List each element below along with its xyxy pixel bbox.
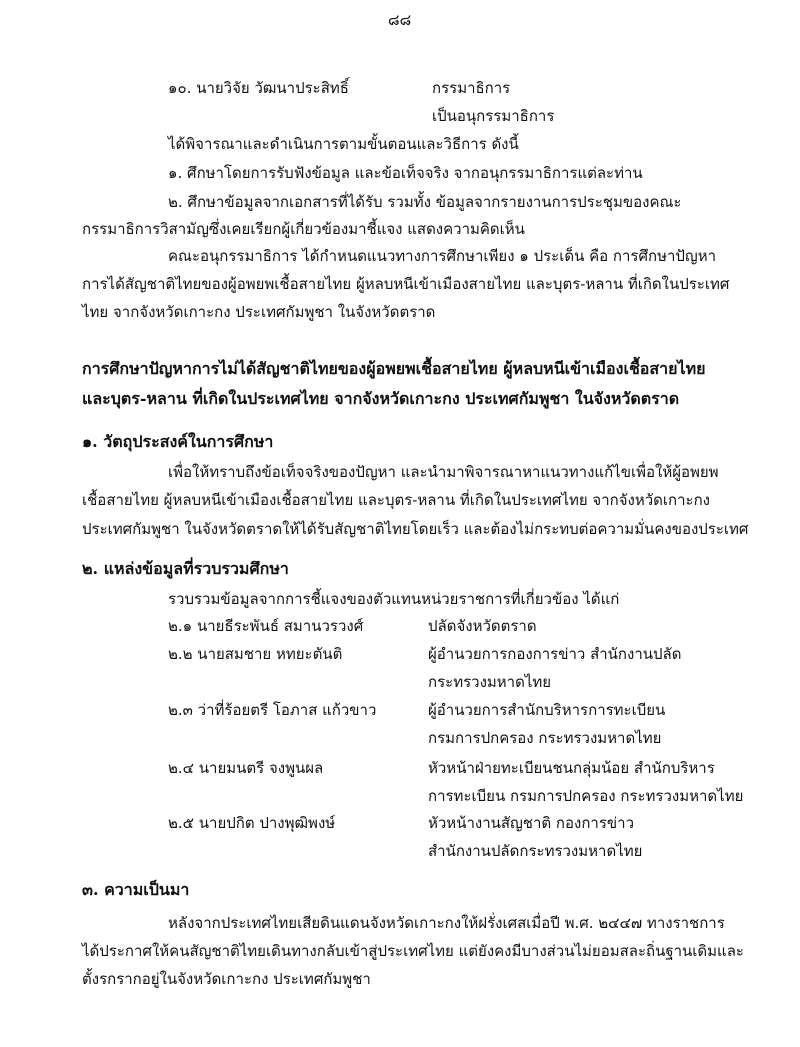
intro-line-5: คณะอนุกรรมาธิการ ได้กำหนดแนวทางการศึกษาเพียง ๑ ประเด็น คือ การศึกษาปัญหา — [168, 247, 716, 265]
official-name: ๒.๕ นายปกิต ปางพุฒิพงษ์ — [168, 814, 336, 832]
main-title-line-1: การศึกษาปัญหาการไม่ได้สัญชาติไทยของผู้อพยพเชื้อสายไทย ผู้หลบหนีเข้าเมืองเชื้อสายไทย — [82, 359, 706, 378]
section-3-line-2: ได้ประกาศให้คนสัญชาติไทยเดินทางกลับเข้าสู่ประเทศไทย แต่ยังคงมีบางส่วนไม่ยอมสละถิ่นฐานเดิมและ — [82, 942, 744, 960]
official-position: การทะเบียน กรมการปกครอง กระทรวงมหาดไทย — [428, 787, 744, 805]
official-position: หัวหน้าฝ่ายทะเบียนชนกลุ่มน้อย สำนักบริหาร — [428, 759, 715, 777]
section-2-intro: รวบรวมข้อมูลจากการชี้แจงของตัวแทนหน่วยราชการที่เกี่ยวข้อง ได้แก่ — [168, 590, 620, 608]
section-3-line-1: หลังจากประเทศไทยเสียดินแดนจังหวัดเกาะกงให้ฝรั่งเศสเมื่อปี พ.ศ. ๒๔๔๗ ทางราชการ — [168, 914, 725, 932]
member-role-1: กรรมาธิการ — [432, 79, 511, 97]
section-1-line-1: เพื่อให้ทราบถึงข้อเท็จจริงของปัญหา และนำมาพิจารณาหาแนวทางแก้ไขเพื่อให้ผู้อพยพ — [168, 463, 719, 481]
member-item: ๑๐. นายวิจัย วัฒนาประสิทธิ์ — [168, 79, 349, 97]
section-3-heading: ๓. ความเป็นมา — [82, 880, 190, 899]
official-name: ๒.๓ ว่าที่ร้อยตรี โอภาส แก้วขาว — [168, 701, 377, 719]
member-role-2: เป็นอนุกรรมาธิการ — [432, 107, 555, 125]
official-position: กระทรวงมหาดไทย — [428, 673, 552, 691]
main-title-line-2: และบุตร-หลาน ที่เกิดในประเทศไทย จากจังหวัดเกาะกง ประเทศกัมพูชา ในจังหวัดตราด — [82, 389, 680, 408]
official-name: ๒.๒ นายสมชาย หทยะตันติ — [168, 645, 343, 663]
official-position: ผู้อำนวยการกองการข่าว สำนักงานปลัด — [428, 645, 682, 663]
official-position: ผู้อำนวยการสำนักบริหารการทะเบียน — [428, 701, 666, 719]
official-position: สำนักงานปลัดกระทรวงมหาดไทย — [428, 842, 643, 860]
intro-line-1: ได้พิจารณาและดำเนินการตามขั้นตอนและวิธีการ ดังนี้ — [168, 135, 519, 153]
section-3-line-3: ตั้งรกรากอยู่ในจังหวัดเกาะกง ประเทศกัมพูชา — [82, 970, 371, 988]
official-name: ๒.๑ นายธีระพันธ์ สมานวรวงศ์ — [168, 617, 364, 635]
official-position: กรมการปกครอง กระทรวงมหาดไทย — [428, 729, 662, 747]
official-position: หัวหน้างานสัญชาติ กองการข่าว — [428, 814, 635, 832]
section-2-heading: ๒. แหล่งข้อมูลที่รวบรวมศึกษา — [82, 559, 289, 578]
intro-line-6: การได้สัญชาติไทยของผู้อพยพเชื้อสายไทย ผู้หลบหนีเข้าเมืองสายไทย และบุตร-หลาน ที่เกิดในประเทศ — [82, 275, 730, 293]
intro-line-7: ไทย จากจังหวัดเกาะกง ประเทศกัมพูชา ในจังหวัดตราด — [82, 303, 436, 321]
page-number: ๘๘ — [388, 11, 412, 29]
intro-line-3: ๒. ศึกษาข้อมูลจากเอกสารที่ได้รับ รวมทั้ง ข้อมูลจากรายงานการประชุมของคณะ — [168, 193, 682, 211]
section-1-line-2: เชื้อสายไทย ผู้หลบหนีเข้าเมืองเชื้อสายไทย และบุตร-หลาน ที่เกิดในประเทศไทย จากจังหวัดเกาะกง — [82, 491, 710, 509]
official-name: ๒.๔ นายมนตรี จงพูนผล — [168, 759, 324, 777]
intro-line-2: ๑. ศึกษาโดยการรับฟังข้อมูล และข้อเท็จจริง จากอนุกรรมาธิการแต่ละท่าน — [168, 164, 643, 182]
intro-line-4: กรรมาธิการวิสามัญซึ่งเคยเรียกผู้เกี่ยวข้องมาชี้แจง แสดงความคิดเห็น — [82, 220, 525, 238]
official-position: ปลัดจังหวัดตราด — [428, 617, 537, 635]
section-1-line-3: ประเทศกัมพูชา ในจังหวัดตราดให้ได้รับสัญชาติไทยโดยเร็ว และต้องไม่กระทบต่อความมั่นคงของประเทศ — [82, 520, 749, 538]
section-1-heading: ๑. วัตถุประสงค์ในการศึกษา — [82, 432, 274, 451]
